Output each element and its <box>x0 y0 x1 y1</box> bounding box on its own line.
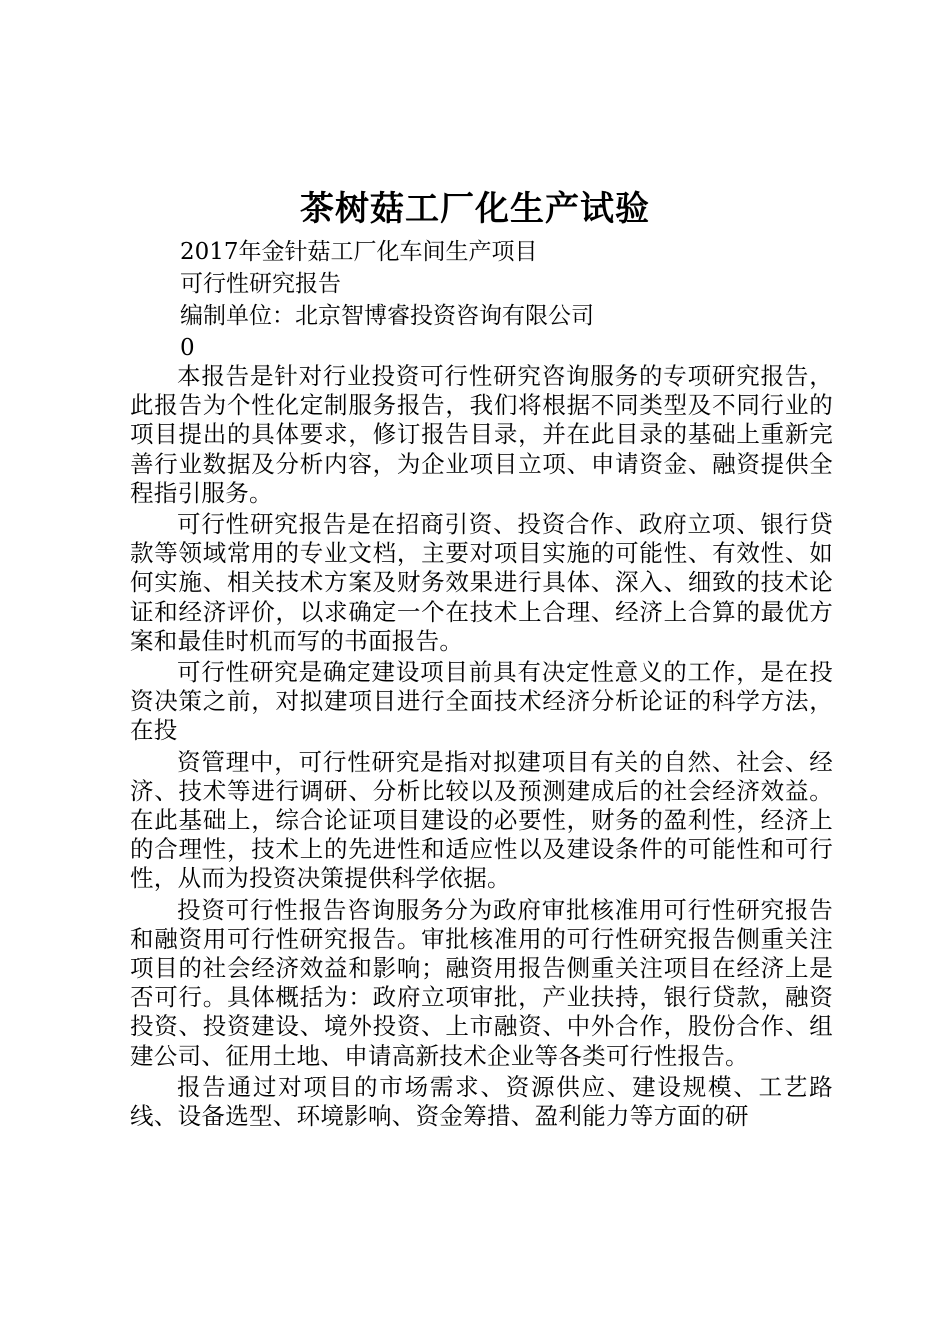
paragraph: 报告通过对项目的市场需求、资源供应、建设规模、工艺路线、设备选型、环境影响、资金筹措、盈利能力等方面的研 <box>130 1072 833 1131</box>
paragraph: 可行性研究是确定建设项目前具有决定性意义的工作，是在投资决策之前，对拟建项目进行全面技术经济分析论证的科学方法，在投 <box>130 658 833 745</box>
document-meta <box>180 236 880 364</box>
paragraph: 投资可行性报告咨询服务分为政府审批核准用可行性研究报告和融资用可行性研究报告。审批核准用的可行性研究报告侧重关注项目的社会经济效益和影响；融资用报告侧重关注项目在经济上是否可行。具体概括为：政府立项审批，产业扶持，银行贷款，融资投资、投资建设、境外投资、上市融资、中外合作，股份合作、组建公司、征用土地、申请高新技术企业等各类可行性报告。 <box>130 895 833 1070</box>
document-title: 茶树菇工厂化生产试验 <box>300 189 650 229</box>
document-body <box>130 362 833 1133</box>
paragraph: 资管理中，可行性研究是指对拟建项目有关的自然、社会、经济、技术等进行调研、分析比较以及预测建成后的社会经济效益。在此基础上，综合论证项目建设的必要性，财务的盈利性，经济上的合理性，技术上的先进性和适应性以及建设条件的可能性和可行性，从而为投资决策提供科学依据。 <box>130 747 833 893</box>
compiler-line: 编制单位：北京智博睿投资咨询有限公司 <box>180 303 594 329</box>
paragraph: 可行性研究报告是在招商引资、投资合作、政府立项、银行贷款等领域常用的专业文档，主要对项目实施的可能性、有效性、如何实施、相关技术方案及财务效果进行具体、深入、细致的技术论证和经济评价，以求确定一个在技术上合理、经济上合算的最优方案和最佳时机而写的书面报告。 <box>130 510 833 655</box>
project-name-line: 2017年金针菇工厂化车间生产项目 <box>180 239 538 265</box>
page-number-line: 0 <box>180 335 195 361</box>
paragraph: 本报告是针对行业投资可行性研究咨询服务的专项研究报告，此报告为个性化定制服务报告，我们将根据不同类型及不同行业的项目提出的具体要求，修订报告目录，并在此目录的基础上重新完善行业数据及分析内容，为企业项目立项、申请资金、融资提供全程指引服务。 <box>130 362 833 507</box>
report-type-line: 可行性研究报告 <box>180 271 341 297</box>
